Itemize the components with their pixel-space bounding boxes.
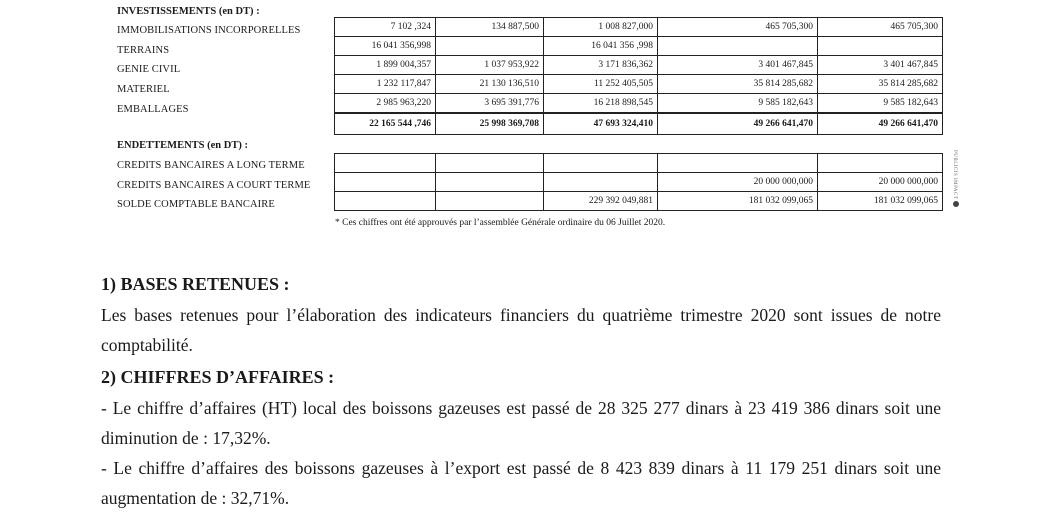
table-cell: 35 814 285,682 <box>658 75 818 94</box>
table-row <box>335 75 943 94</box>
paragraph: Les bases retenues pour l’élaboration des indicateurs financiers du quatrième trimestre 2020 sont issues de notre comptabilité. <box>101 305 941 355</box>
table-cell: 181 032 099,065 <box>818 192 943 211</box>
table-cell: 465 705,300 <box>658 18 818 37</box>
publisher-mark: PUBLICIS IMPACT <box>952 150 957 200</box>
table-cell: 9 585 182,643 <box>818 94 943 114</box>
table-cell <box>544 154 658 173</box>
paragraph: - Le chiffre d’affaires (HT) local des boissons gazeuses est passé de 28 325 277 dinars à 23 419 386 dinars soit une diminution de : 17,32%. <box>101 398 941 448</box>
table-cell: 2 985 963,220 <box>335 94 436 114</box>
endettements-table <box>334 153 943 211</box>
table-cell: 9 585 182,643 <box>658 94 818 114</box>
table-row <box>335 192 943 211</box>
row-label: SOLDE COMPTABLE BANCAIRE <box>117 199 275 210</box>
total-cell: 25 998 369,708 <box>436 113 544 135</box>
table-cell: 16 218 898,545 <box>544 94 658 114</box>
row-label: CREDITS BANCAIRES A COURT TERME <box>117 180 311 191</box>
table-row <box>335 154 943 173</box>
table-cell <box>818 154 943 173</box>
table-cell <box>436 173 544 192</box>
table-cell: 1 037 953,922 <box>436 56 544 75</box>
table-cell: 16 041 356 ,998 <box>544 37 658 56</box>
section-title: 2) CHIFFRES D’AFFAIRES : <box>101 367 335 387</box>
table-cell <box>436 192 544 211</box>
row-label: CREDITS BANCAIRES A LONG TERME <box>117 160 305 171</box>
table-cell <box>335 192 436 211</box>
table-cell: 20 000 000,000 <box>658 173 818 192</box>
table-cell: 3 171 836,362 <box>544 56 658 75</box>
total-row <box>335 113 943 135</box>
table-cell <box>335 154 436 173</box>
total-cell: 47 693 324,410 <box>544 113 658 135</box>
table-cell: 16 041 356,998 <box>335 37 436 56</box>
table-row <box>335 56 943 75</box>
table-cell <box>544 173 658 192</box>
section-title: 1) BASES RETENUES : <box>101 274 290 294</box>
table-cell: 1 232 117,847 <box>335 75 436 94</box>
table-cell <box>436 37 544 56</box>
table-row <box>335 18 943 37</box>
table-row <box>335 94 943 114</box>
total-cell: 49 266 641,470 <box>658 113 818 135</box>
table-cell <box>658 37 818 56</box>
table-cell: 3 695 391,776 <box>436 94 544 114</box>
table-cell: 35 814 285,682 <box>818 75 943 94</box>
row-label: TERRAINS <box>117 45 170 56</box>
row-label: MATERIEL <box>117 84 170 95</box>
table-cell: 21 130 136,510 <box>436 75 544 94</box>
table-cell: 229 392 049,881 <box>544 192 658 211</box>
total-cell: 22 165 544 ,746 <box>335 113 436 135</box>
table-cell: 1 899 004,357 <box>335 56 436 75</box>
table-row <box>335 37 943 56</box>
endettements-header: ENDETTEMENTS (en DT) : <box>117 140 248 151</box>
paragraph: - Le chiffre d’affaires des boissons gazeuses à l’export est passé de 8 423 839 dinars à 11 179 251 dinars soit une augmentation de : 32,71%. <box>101 458 941 508</box>
row-label: IMMOBILISATIONS INCORPORELLES <box>117 25 301 36</box>
row-label: GENIE CIVIL <box>117 64 181 75</box>
table-cell: 181 032 099,065 <box>658 192 818 211</box>
table-cell <box>436 154 544 173</box>
table-cell: 11 252 405,505 <box>544 75 658 94</box>
table-cell <box>818 37 943 56</box>
table-row <box>335 173 943 192</box>
row-label: EMBALLAGES <box>117 104 189 115</box>
total-cell: 49 266 641,470 <box>818 113 943 135</box>
table-cell: 3 401 467,845 <box>818 56 943 75</box>
table-cell <box>335 173 436 192</box>
table-cell: 7 102 ,324 <box>335 18 436 37</box>
table-cell: 134 887,500 <box>436 18 544 37</box>
investissements-table <box>334 17 943 135</box>
table-cell: 1 008 827,000 <box>544 18 658 37</box>
investissements-header: INVESTISSEMENTS (en DT) : <box>117 6 260 17</box>
footnote: * Ces chiffres ont été approuvés par l’assemblée Générale ordinaire du 06 Juillet 2020. <box>335 218 666 228</box>
table-cell: 3 401 467,845 <box>658 56 818 75</box>
bullet-dot-icon <box>953 201 959 207</box>
table-cell <box>658 154 818 173</box>
table-cell: 20 000 000,000 <box>818 173 943 192</box>
table-cell: 465 705,300 <box>818 18 943 37</box>
